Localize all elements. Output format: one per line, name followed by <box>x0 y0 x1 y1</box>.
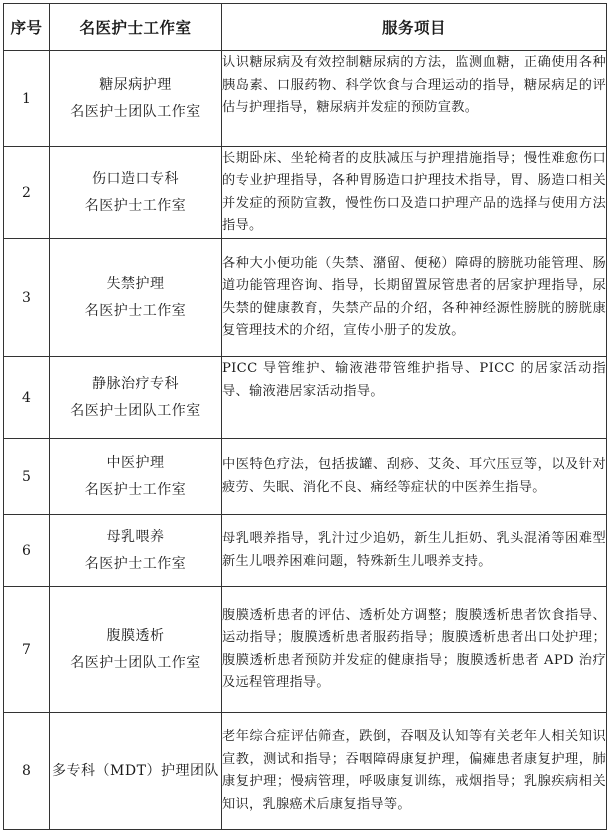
studio-name-line2: 名医护士团队工作室 <box>70 103 201 120</box>
studio-name <box>50 357 222 439</box>
table-row <box>4 713 607 830</box>
studio-name-line2: 名医护士工作室 <box>84 197 187 214</box>
service-description: 腹膜透析患者的评估、透析处方调整；腹膜透析患者饮食指导、运动指导；腹膜透析患者服药指导；腹膜透析患者出口处护理；腹膜透析患者预防并发症的健康指导；腹膜透析患者 APD 治疗及远程管理指导。 <box>222 587 607 713</box>
row-index: 5 <box>4 439 50 515</box>
studio-name <box>50 713 222 830</box>
service-description: 中医特色疗法，包括拔罐、刮痧、艾灸、耳穴压豆等，以及针对疲劳、失眠、消化不良、痛经等症状的中医养生指导。 <box>222 439 607 515</box>
service-description: 长期卧床、坐轮椅者的皮肤减压与护理措施指导；慢性难愈伤口的专业护理指导，各种胃肠造口护理技术指导，胃、肠造口相关并发症的预防宣教，慢性伤口及造口护理产品的选择与使用方法指导。 <box>222 147 607 239</box>
row-index: 7 <box>4 587 50 713</box>
row-index: 2 <box>4 147 50 239</box>
studio-name-line1: 腹膜透析 <box>106 627 165 644</box>
table-row <box>4 515 607 587</box>
studio-name-line1: 伤口造口专科 <box>92 170 179 187</box>
service-description: 母乳喂养指导，乳汁过少追奶，新生儿拒奶、乳头混淆等困难型新生儿喂养困难问题，特殊新生儿喂养支持。 <box>222 515 607 587</box>
studio-name-line1: 母乳喂养 <box>106 528 165 545</box>
row-index: 6 <box>4 515 50 587</box>
studio-name-line2: 名医护士工作室 <box>84 302 187 319</box>
row-index: 8 <box>4 713 50 830</box>
services-table <box>3 3 607 830</box>
studio-name <box>50 587 222 713</box>
studio-name-line2: 名医护士团队工作室 <box>70 654 201 671</box>
studio-name <box>50 439 222 515</box>
studio-name <box>50 515 222 587</box>
studio-name-line1: 多专科（MDT）护理团队 <box>52 762 219 779</box>
studio-name-line2: 名医护士工作室 <box>84 555 187 572</box>
service-description: 各种大小便功能（失禁、潴留、便秘）障碍的膀胱功能管理、肠道功能管理咨询、指导，长期留置尿管患者的居家护理指导，尿失禁的健康教育，失禁产品的介绍，各种神经源性膀胱的膀胱康复管理技术的介绍，宣传小册子的发放。 <box>222 239 607 357</box>
studio-name <box>50 51 222 147</box>
studio-name-line1: 静脉治疗专科 <box>92 375 179 392</box>
studio-name-line2: 名医护士工作室 <box>84 481 187 498</box>
table-row <box>4 587 607 713</box>
studio-name-line1: 中医护理 <box>106 454 165 471</box>
studio-name <box>50 147 222 239</box>
service-description: 认识糖尿病及有效控制糖尿病的方法，监测血糖，正确使用各种胰岛素、口服药物、科学饮食与合理运动的指导，糖尿病足的评估与护理指导，糖尿病并发症的预防宣教。 <box>222 51 607 147</box>
service-description: 老年综合症评估筛查，跌倒，吞咽及认知等有关老年人相关知识宣教，测试和指导；吞咽障碍康复护理，偏瘫患者康复护理，肺康复护理；慢病管理，呼吸康复训练，戒烟指导；乳腺疾病相关知识，乳腺癌术后康复指导等。 <box>222 713 607 830</box>
table-row <box>4 357 607 439</box>
studio-name-line2: 名医护士团队工作室 <box>70 402 201 419</box>
table-row <box>4 239 607 357</box>
row-index: 1 <box>4 51 50 147</box>
header-index: 序号 <box>4 4 50 51</box>
table-row <box>4 147 607 239</box>
studio-name-line1: 糖尿病护理 <box>99 76 172 93</box>
table-row <box>4 51 607 147</box>
table-row <box>4 439 607 515</box>
row-index: 4 <box>4 357 50 439</box>
studio-name-line1: 失禁护理 <box>106 275 165 292</box>
header-service: 服务项目 <box>222 4 607 51</box>
studio-name <box>50 239 222 357</box>
header-row <box>4 4 607 51</box>
header-studio: 名医护士工作室 <box>50 4 222 51</box>
service-description: PICC 导管维护、输液港带管维护指导、PICC 的居家活动指导、输液港居家活动指导。 <box>222 357 607 439</box>
row-index: 3 <box>4 239 50 357</box>
